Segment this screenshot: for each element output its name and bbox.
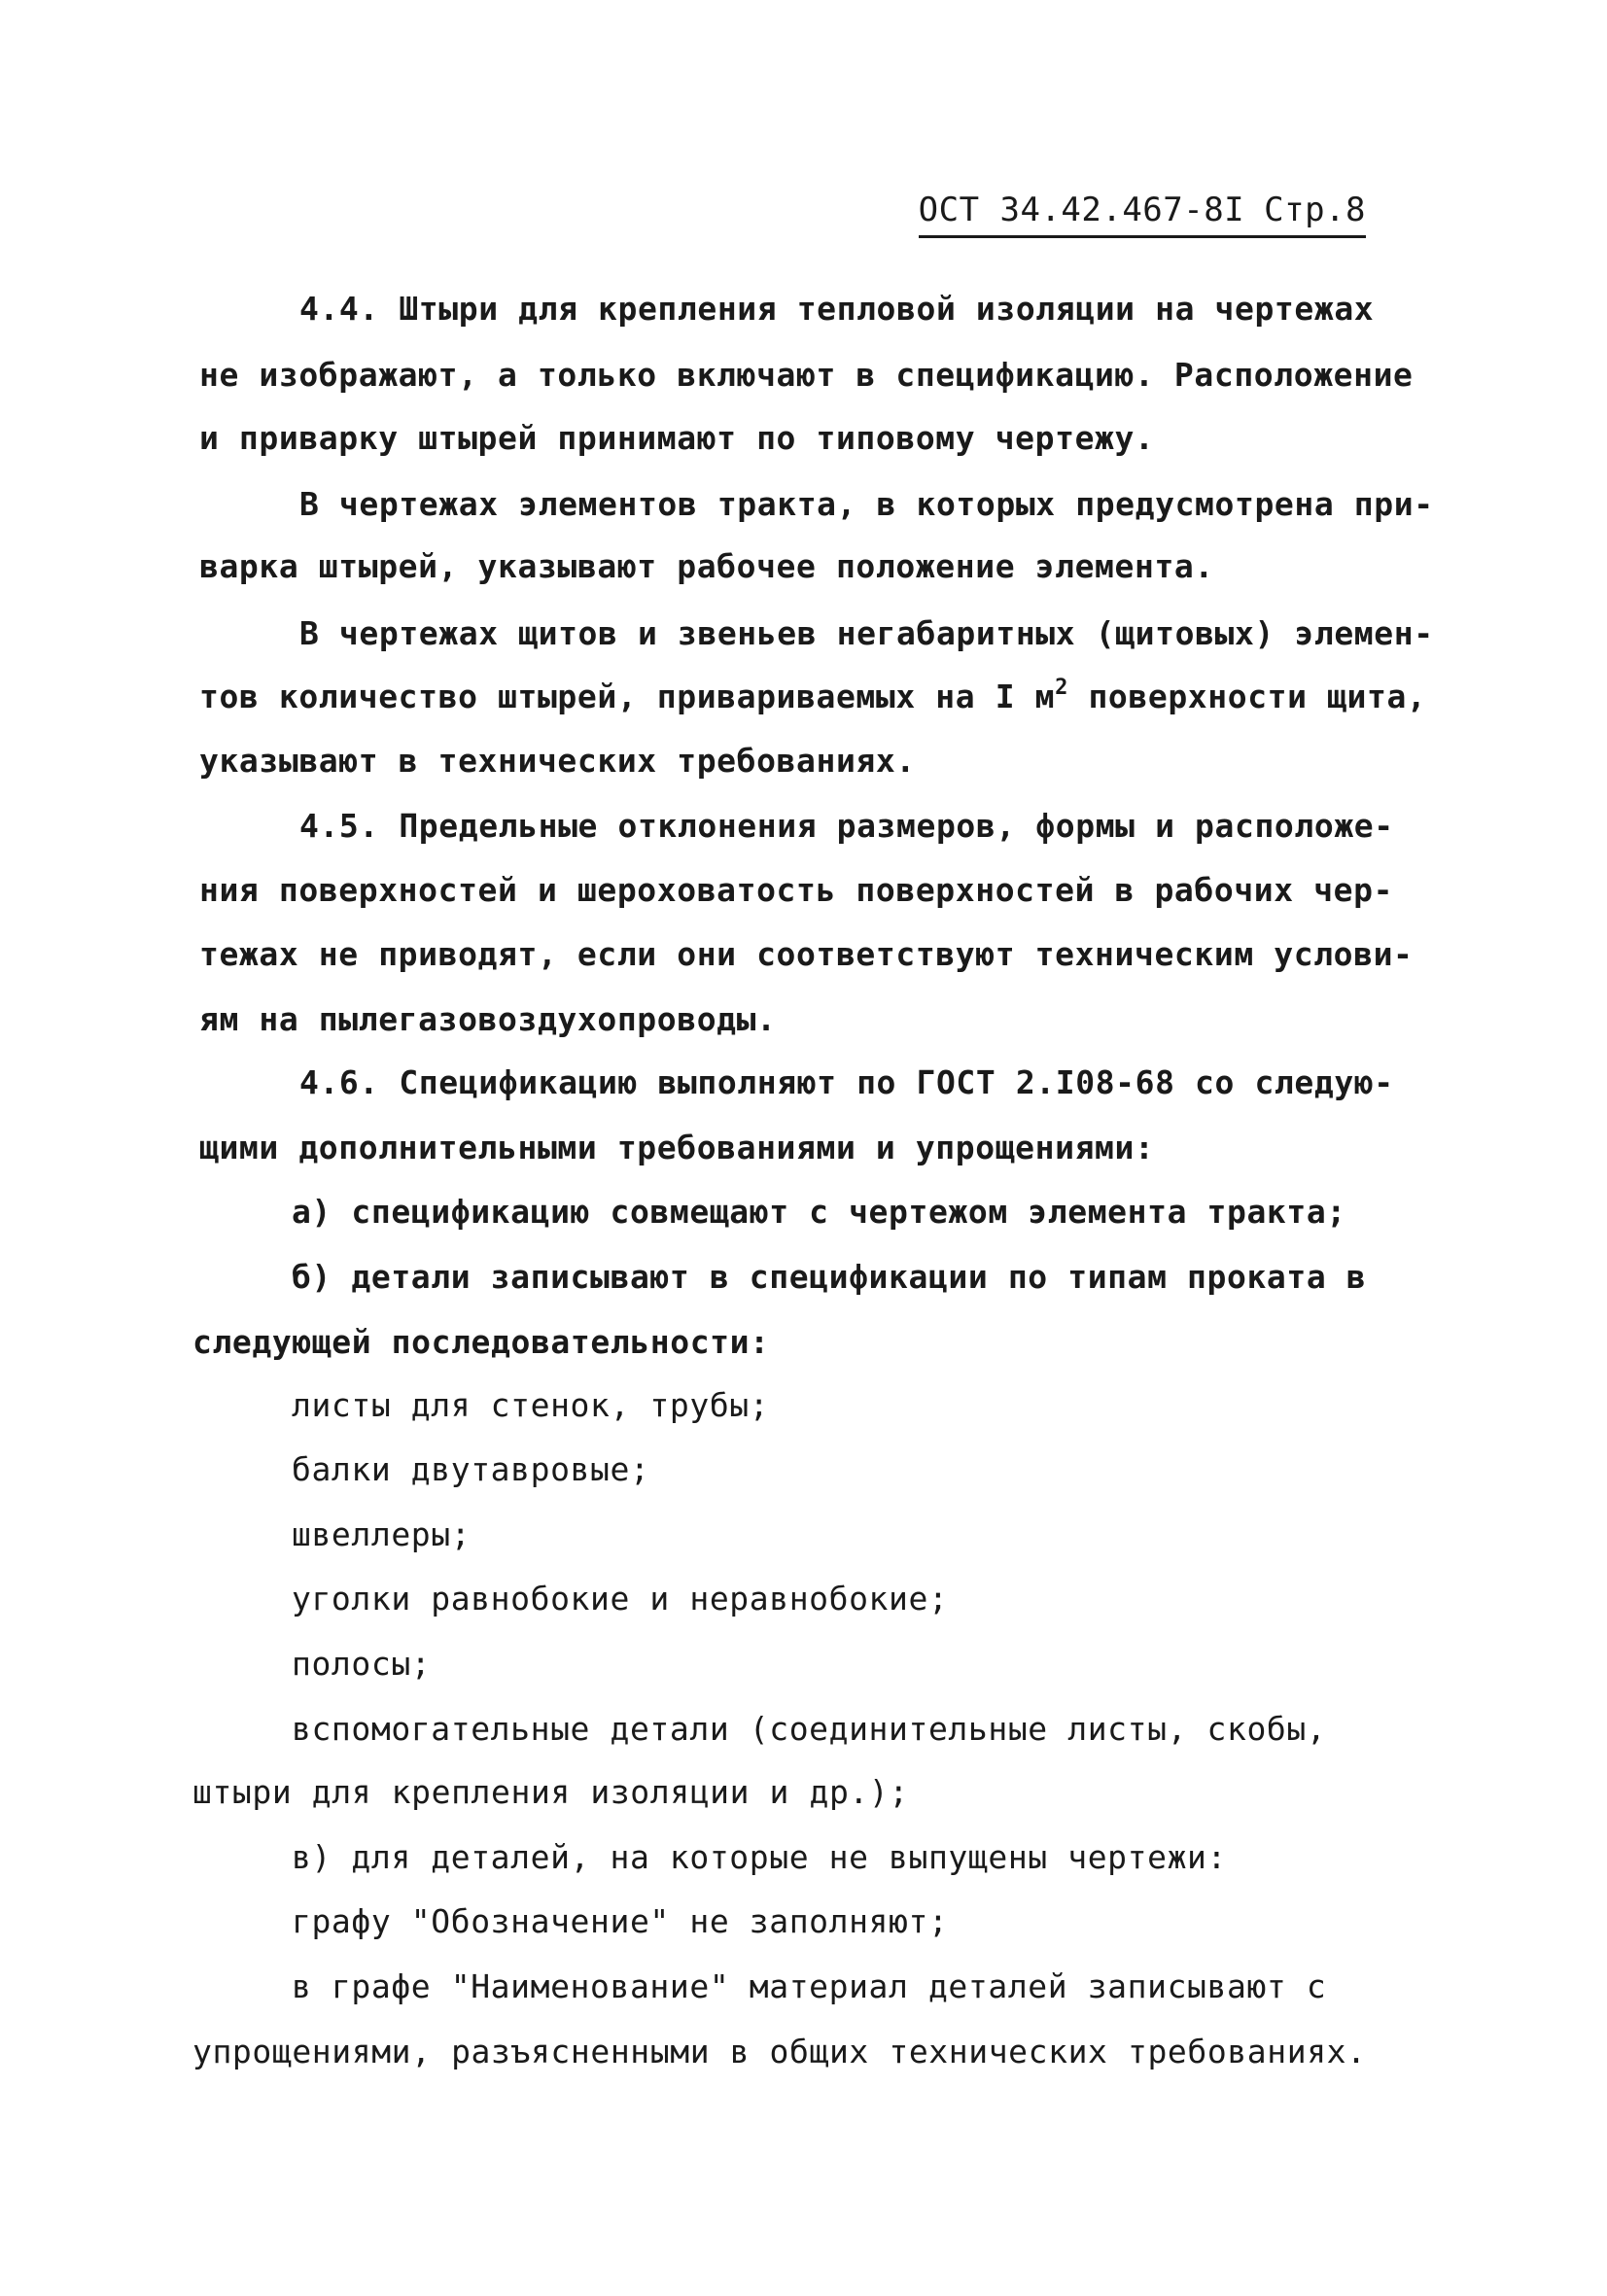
- text-line: 4.6. Спецификацию выполняют по ГОСТ 2.I08-68 со следую-: [299, 1063, 1394, 1101]
- text-line: В чертежах элементов тракта, в которых предусмотрена при-: [299, 485, 1434, 523]
- list-item: листы для стенок, трубы;: [292, 1386, 770, 1424]
- text-segment: тов количество штырей, привариваемых на I м: [199, 678, 1056, 715]
- list-item: графу "Обозначение" не заполняют;: [292, 1902, 949, 1940]
- list-item: полосы;: [292, 1645, 432, 1683]
- list-item: уголки равнобокие и неравнобокие;: [292, 1580, 949, 1618]
- text-line-with-superscript: [199, 678, 1426, 716]
- superscript: 2: [1055, 676, 1068, 700]
- text-line: ния поверхностей и шероховатость поверхностей в рабочих чер-: [199, 871, 1394, 909]
- text-line: 4.4. Штыри для крепления тепловой изоляции на чертежах: [299, 290, 1375, 328]
- document-id: ОСТ 34.42.467-8I: [918, 191, 1245, 229]
- list-item: в графе "Наименование" материал деталей записывают с: [292, 1967, 1327, 2005]
- text-line: следующей последовательности:: [192, 1323, 770, 1361]
- page-header: [919, 191, 1366, 238]
- text-line: 4.5. Предельные отклонения размеров, формы и расположе-: [299, 807, 1394, 845]
- text-line: щими дополнительными требованиями и упрощениями:: [199, 1129, 1155, 1166]
- text-line: штыри для крепления изоляции и др.);: [192, 1773, 909, 1811]
- text-line: ям на пылегазовоздухопроводы.: [199, 1000, 777, 1038]
- text-line: упрощениями, разъясненными в общих технических требованиях.: [192, 2033, 1367, 2070]
- list-item: в) для деталей, на которые не выпущены чертежи:: [292, 1838, 1227, 1876]
- list-item: вспомогательные детали (соединительные листы, скобы,: [292, 1710, 1327, 1748]
- page-number: Стр.8: [1264, 191, 1366, 229]
- text-segment: поверхности щита,: [1067, 678, 1427, 715]
- text-line: тежах не приводят, если они соответствуют техническим услови-: [199, 935, 1414, 973]
- list-item: б) детали записывают в спецификации по типам проката в: [292, 1258, 1367, 1296]
- list-item: швеллеры;: [292, 1515, 472, 1553]
- text-line: и приварку штырей принимают по типовому чертежу.: [199, 419, 1155, 457]
- text-line: варка штырей, указывают рабочее положение элемента.: [199, 547, 1214, 585]
- text-line: указывают в технических требованиях.: [199, 742, 916, 780]
- text-line: не изображают, а только включают в спецификацию. Расположение: [199, 356, 1414, 394]
- list-item: а) спецификацию совмещают с чертежом элемента тракта;: [292, 1193, 1346, 1231]
- list-item: балки двутавровые;: [292, 1450, 650, 1488]
- text-line: В чертежах щитов и звеньев негабаритных (щитовых) элемен-: [299, 614, 1434, 652]
